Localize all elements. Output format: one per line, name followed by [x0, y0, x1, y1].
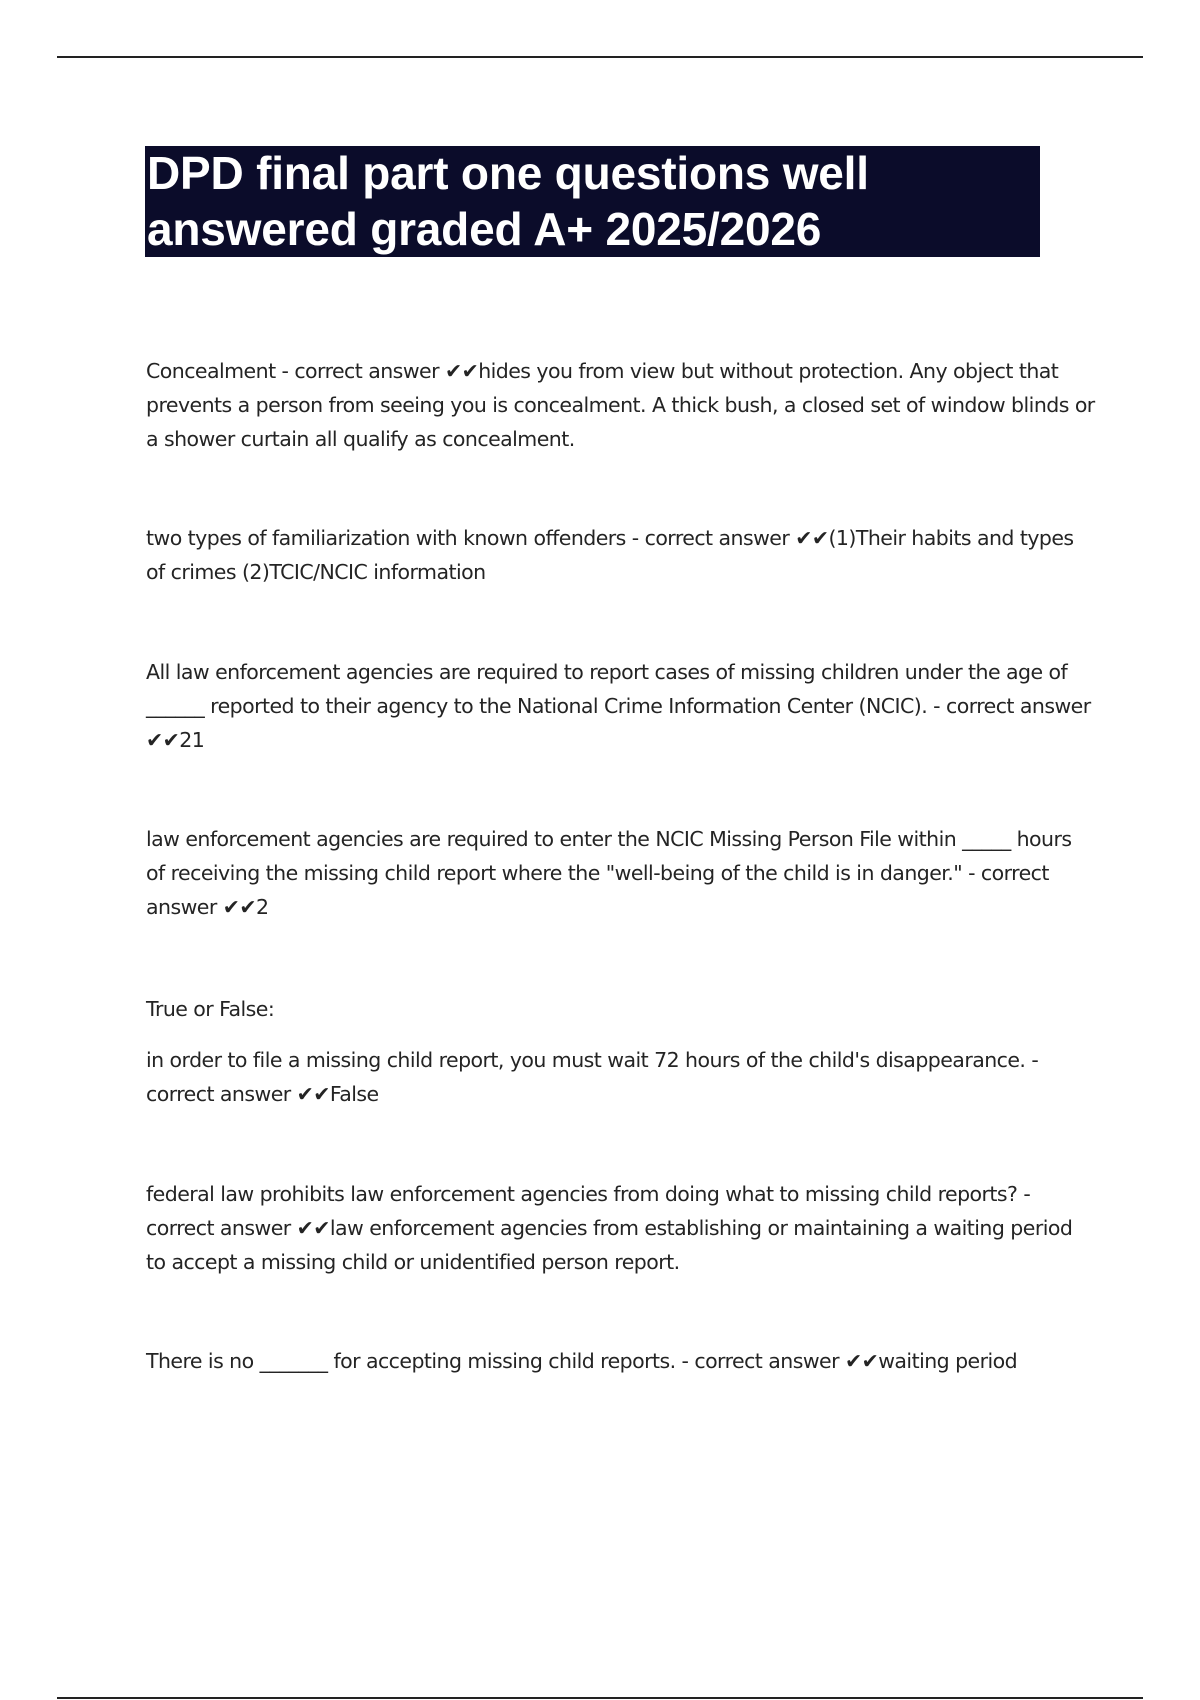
bottom-rule: [57, 1697, 1143, 1699]
qa-item-federal-law: federal law prohibits law enforcement agencies from doing what to missing child reports? - correct answer ✔✔law enforcement agencies from establishing or maintaining a waiting period to accept a missing child or unidentified person report.: [146, 1182, 1073, 1274]
qa-item-waiting-period: There is no _______ for accepting missing child reports. - correct answer ✔✔waiting period: [146, 1349, 1018, 1373]
top-rule: [57, 56, 1143, 58]
document-title: DPD final part one questions well answered graded A+ 2025/2026: [147, 147, 869, 255]
qa-item-missing-children-age: All law enforcement agencies are required to report cases of missing children under the age of ______ reported to their agency to the National Crime Information Center (NCIC). - correct answer ✔✔21: [146, 660, 1091, 752]
qa-item-concealment: Concealment - correct answer ✔✔hides you from view but without protection. Any object that prevents a person from seeing you is concealment. A thick bush, a closed set of window blinds or a shower curtain all qualify as concealment.: [146, 359, 1095, 451]
qa-item-familiarization: two types of familiarization with known offenders - correct answer ✔✔(1)Their habits and types of crimes (2)TCIC/NCIC information: [146, 526, 1074, 584]
qa-item-true-or-false-label: True or False:: [146, 997, 275, 1021]
qa-item-72-hours: in order to file a missing child report, you must wait 72 hours of the child's disappearance. - correct answer ✔✔False: [146, 1048, 1039, 1106]
qa-item-ncic-hours: law enforcement agencies are required to enter the NCIC Missing Person File within _____ hours of receiving the missing child report where the "well-being of the child is in danger." - correct answer ✔✔2: [146, 827, 1072, 919]
title-banner: [145, 146, 1040, 257]
